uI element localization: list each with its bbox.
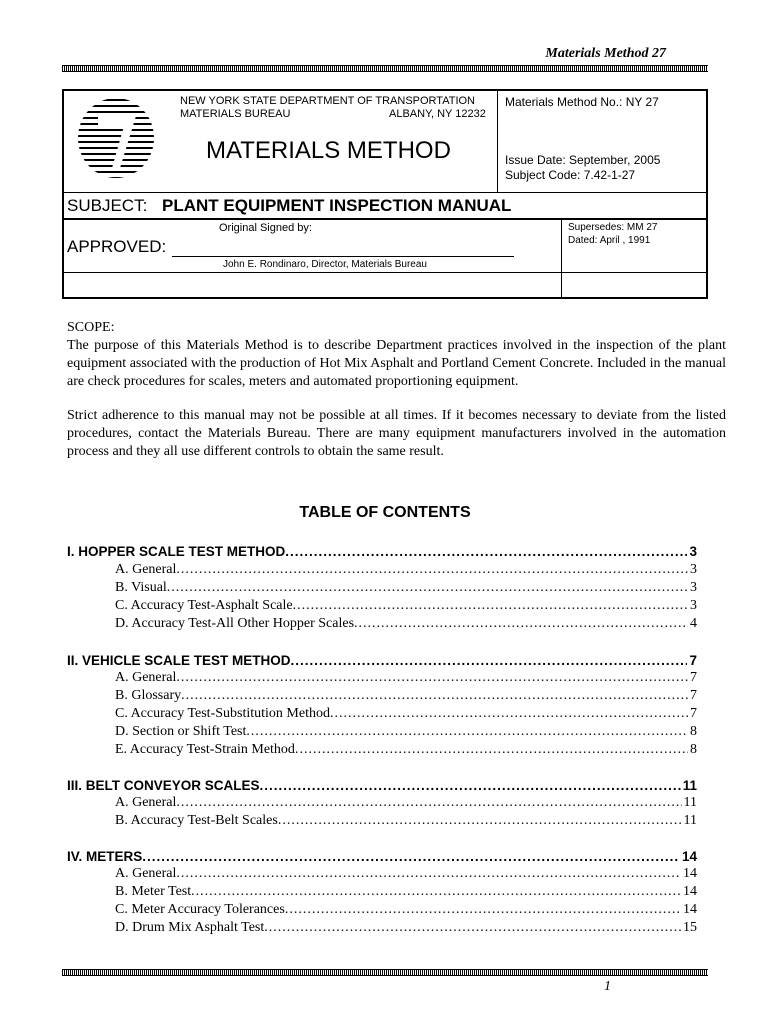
nysdot-logo	[76, 96, 156, 180]
toc-item[interactable]	[115, 562, 697, 578]
approved-label: APPROVED:	[67, 237, 167, 256]
top-rule	[62, 65, 708, 72]
toc-page: 3	[690, 562, 697, 577]
toc-item-label: D. Section or Shift Test	[115, 724, 247, 739]
divider	[63, 218, 707, 220]
toc-item[interactable]	[115, 795, 697, 811]
toc-item-label: C. Accuracy Test-Asphalt Scale	[115, 598, 293, 613]
toc-page: 14	[683, 884, 697, 899]
toc-item[interactable]	[115, 580, 697, 596]
doc-type-title: MATERIALS METHOD	[206, 137, 451, 164]
running-title: Materials Method 27	[545, 46, 666, 61]
toc-section[interactable]	[67, 653, 697, 668]
toc-section[interactable]	[67, 849, 697, 864]
issue-date: Issue Date: September, 2005	[505, 153, 661, 167]
toc-page: 8	[690, 742, 697, 757]
toc-section-label: IV. METERS	[67, 849, 143, 864]
toc-page: 7	[689, 653, 697, 668]
toc-item-label: A. General	[115, 670, 177, 685]
signer-name: John E. Rondinaro, Director, Materials Bureau	[223, 259, 427, 270]
toc-section[interactable]	[67, 778, 697, 793]
toc-item[interactable]	[115, 920, 697, 936]
bottom-rule	[62, 969, 708, 976]
toc-item-label: D. Accuracy Test-All Other Hopper Scales	[115, 616, 355, 631]
toc-item-label: B. Visual	[115, 580, 167, 595]
toc-page: 7	[690, 706, 697, 721]
toc-page: 15	[683, 920, 697, 935]
toc-page: 8	[690, 724, 697, 739]
supersedes: Supersedes: MM 27	[568, 222, 658, 233]
toc-item[interactable]	[115, 866, 697, 882]
toc-item-label: B. Glossary	[115, 688, 182, 703]
toc-page: 3	[689, 544, 697, 559]
toc-item[interactable]	[115, 884, 697, 900]
toc-item-label: A. General	[115, 562, 177, 577]
scope-paragraph-1: The purpose of this Materials Method is to describe Department practices involved in the inspection of the plant equipment associated with the production of Hot Mix Asphalt and Portland Cement Concrete. Included in the manual are check procedures for scales, meters and automated proportioning equipment.	[67, 338, 726, 389]
toc-section-label: I. HOPPER SCALE TEST METHOD	[67, 544, 286, 559]
toc-page: 3	[690, 598, 697, 613]
supersedes-date: Dated: April , 1991	[568, 235, 651, 246]
subject-code: Subject Code: 7.42-1-27	[505, 168, 636, 182]
org-line-1: NEW YORK STATE DEPARTMENT OF TRANSPORTATION	[180, 95, 475, 107]
toc-page: 3	[690, 580, 697, 595]
toc-page: 14	[683, 902, 697, 917]
divider	[497, 90, 498, 192]
toc-section-label: II. VEHICLE SCALE TEST METHOD	[67, 653, 291, 668]
toc-item-label: A. General	[115, 866, 177, 881]
toc-page: 11	[683, 813, 697, 828]
toc-item[interactable]	[115, 706, 697, 722]
subject-value: PLANT EQUIPMENT INSPECTION MANUAL	[162, 196, 512, 215]
toc-item-label: B. Accuracy Test-Belt Scales	[115, 813, 278, 828]
toc-item[interactable]	[115, 616, 697, 632]
toc-item[interactable]	[115, 724, 697, 740]
toc-item-label: E. Accuracy Test-Strain Method	[115, 742, 295, 757]
divider	[63, 192, 707, 193]
toc-item[interactable]	[115, 688, 697, 704]
toc-item[interactable]	[115, 742, 697, 758]
toc-section-label: III. BELT CONVEYOR SCALES	[67, 778, 260, 793]
signature-line	[172, 256, 514, 257]
toc-page: 11	[682, 778, 697, 793]
toc-page: 7	[690, 670, 697, 685]
toc-page: 7	[690, 688, 697, 703]
method-number: Materials Method No.: NY 27	[505, 95, 659, 109]
toc-page: 14	[681, 849, 697, 864]
toc-page: 4	[690, 616, 697, 631]
toc-item-label: A. General	[115, 795, 177, 810]
divider	[63, 272, 707, 273]
toc-item[interactable]	[115, 670, 697, 686]
toc-section[interactable]	[67, 544, 697, 559]
org-line-2-left: MATERIALS BUREAU	[180, 108, 291, 120]
subject-label: SUBJECT:	[67, 196, 148, 215]
toc-item[interactable]	[115, 902, 697, 918]
scope-heading: SCOPE:	[67, 320, 115, 335]
page-number: 1	[604, 979, 611, 994]
scope-paragraph-2: Strict adherence to this manual may not be possible at all times. If it becomes necessary to deviate from the listed procedures, contact the Materials Bureau. There are many equipment manufacturers involved in the automation process and they all use different controls to obtain the same result.	[67, 408, 726, 459]
toc-title: TABLE OF CONTENTS	[299, 504, 471, 521]
toc-item[interactable]	[115, 598, 697, 614]
toc-item-label: C. Accuracy Test-Substitution Method	[115, 706, 330, 721]
divider	[561, 218, 562, 299]
signed-note: Original Signed by:	[219, 222, 312, 234]
toc-item-label: C. Meter Accuracy Tolerances	[115, 902, 285, 917]
toc-item[interactable]	[115, 813, 697, 829]
toc-page: 14	[683, 866, 697, 881]
toc-item-label: B. Meter Test	[115, 884, 192, 899]
toc-item-label: D. Drum Mix Asphalt Test	[115, 920, 265, 935]
toc-page: 11	[683, 795, 697, 810]
org-line-2-right: ALBANY, NY 12232	[389, 108, 486, 120]
